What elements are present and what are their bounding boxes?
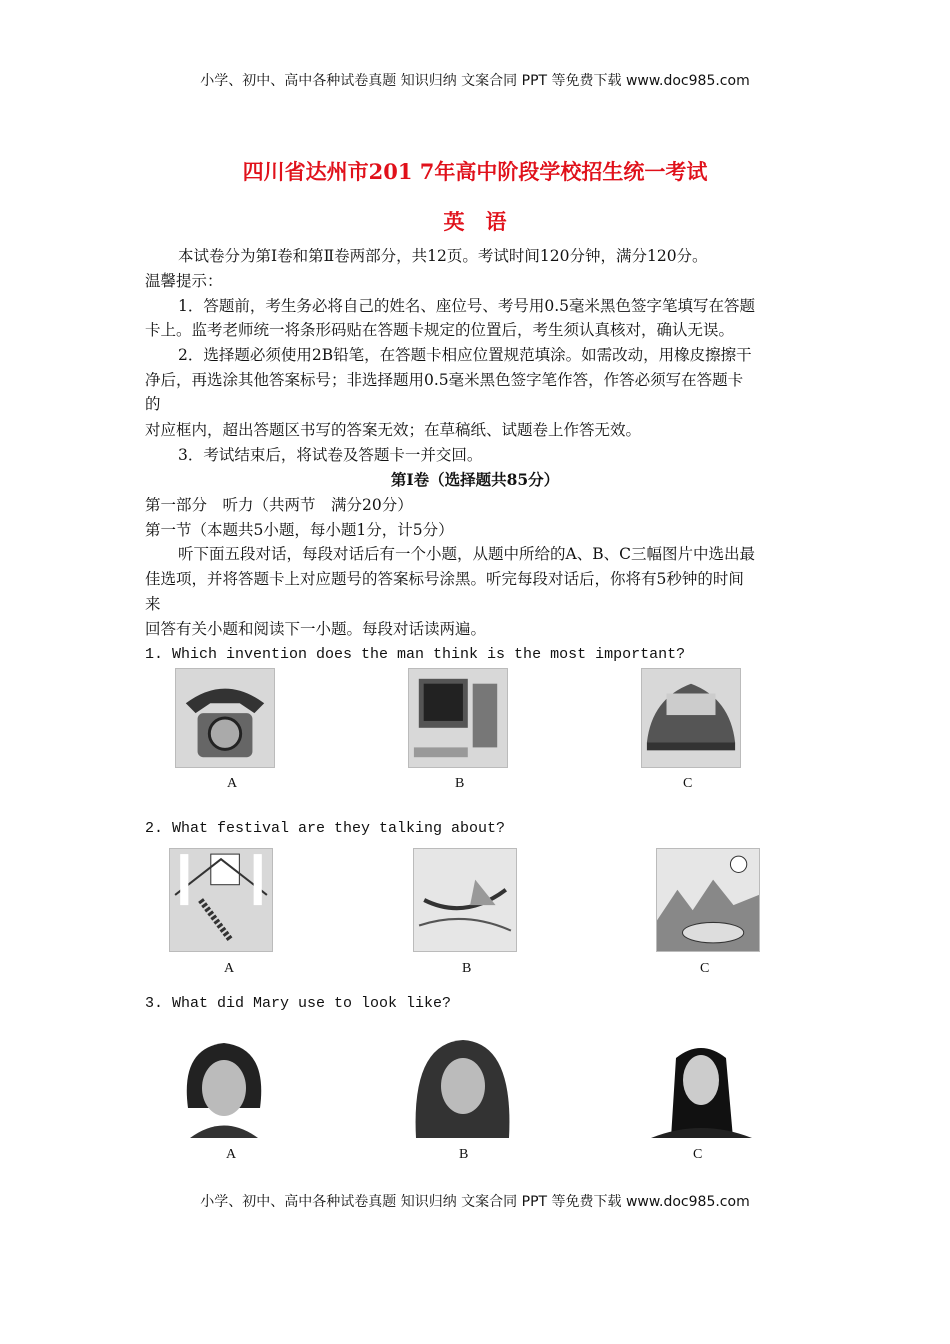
tip-line: 的: [145, 395, 161, 413]
woman-c-image: [651, 1038, 752, 1138]
question-1: 1. Which invention does the man think is the most important?: [145, 646, 686, 663]
intro: 本试卷分为第Ⅰ卷和第Ⅱ卷两部分，共12页。考试时间120分钟，满分120分。: [178, 247, 708, 265]
woman-b-image: [411, 1038, 514, 1138]
option-label: A: [224, 961, 235, 976]
tip-line: 卡上。监考老师统一将条形码贴在答题卡规定的位置后，考生须认真核对，确认无误。: [145, 321, 735, 339]
tip-line: 对应框内，超出答题区书写的答案无效；在草稿纸、试题卷上作答无效。: [145, 421, 642, 439]
exam-title: 四川省达州市201 7年高中阶段学校招生统一考试: [242, 159, 708, 184]
section-title: 第一节（本题共5小题，每小题1分，计5分）: [145, 521, 454, 539]
option-label: B: [455, 776, 465, 791]
page-header: 小学、初中、高中各种试卷真题 知识归纳 文案合同 PPT 等免费下载 www.doc985.com: [200, 73, 750, 89]
option-label: B: [462, 961, 472, 976]
spring-festival-image: [169, 848, 273, 952]
tip-line: 3．考试结束后，将试卷及答题卡一并交回。: [178, 446, 483, 464]
mid-autumn-image: [656, 848, 760, 952]
woman-a-image: [180, 1038, 268, 1138]
volume-title: 第Ⅰ卷（选择题共85分）: [390, 470, 560, 489]
option-label: A: [226, 1147, 237, 1162]
tips-label: 温馨提示：: [145, 272, 223, 290]
car-image: [641, 668, 741, 768]
instruction-line: 回答有关小题和阅读下一小题。每段对话读两遍。: [145, 620, 487, 638]
option-label: C: [700, 961, 710, 976]
question-3: 3. What did Mary use to look like?: [145, 995, 452, 1012]
telephone-image: [175, 668, 275, 768]
question-2: 2. What festival are they talking about?: [145, 820, 506, 837]
computer-image: [408, 668, 508, 768]
part-title: 第一部分 听力（共两节 满分20分）: [145, 496, 413, 514]
tip-line: 1．答题前，考生务必将自己的姓名、座位号、考号用0.5毫米黑色签字笔填写在答题: [178, 297, 756, 315]
instruction-line: 佳选项，并将答题卡上对应题号的答案标号涂黑。听完每段对话后，你将有5秒钟的时间: [145, 570, 744, 588]
option-label: B: [459, 1147, 469, 1162]
instruction-line: 听下面五段对话，每段对话后有一个小题，从题中所给的A、B、C三幅图片中选出最: [178, 545, 755, 563]
option-label: C: [693, 1147, 703, 1162]
option-label: C: [683, 776, 693, 791]
dragon-boat-image: [413, 848, 517, 952]
tip-line: 净后，再选涂其他答案标号；非选择题用0.5毫米黑色签字笔作答，作答必须写在答题卡: [145, 371, 744, 389]
instruction-line: 来: [145, 595, 161, 613]
subject-title: 英 语: [443, 209, 507, 234]
tip-line: 2．选择题必须使用2B铅笔，在答题卡相应位置规范填涂。如需改动，用橡皮擦擦干: [178, 346, 752, 364]
page-footer: 小学、初中、高中各种试卷真题 知识归纳 文案合同 PPT 等免费下载 www.doc985.com: [200, 1194, 750, 1210]
option-label: A: [227, 776, 238, 791]
